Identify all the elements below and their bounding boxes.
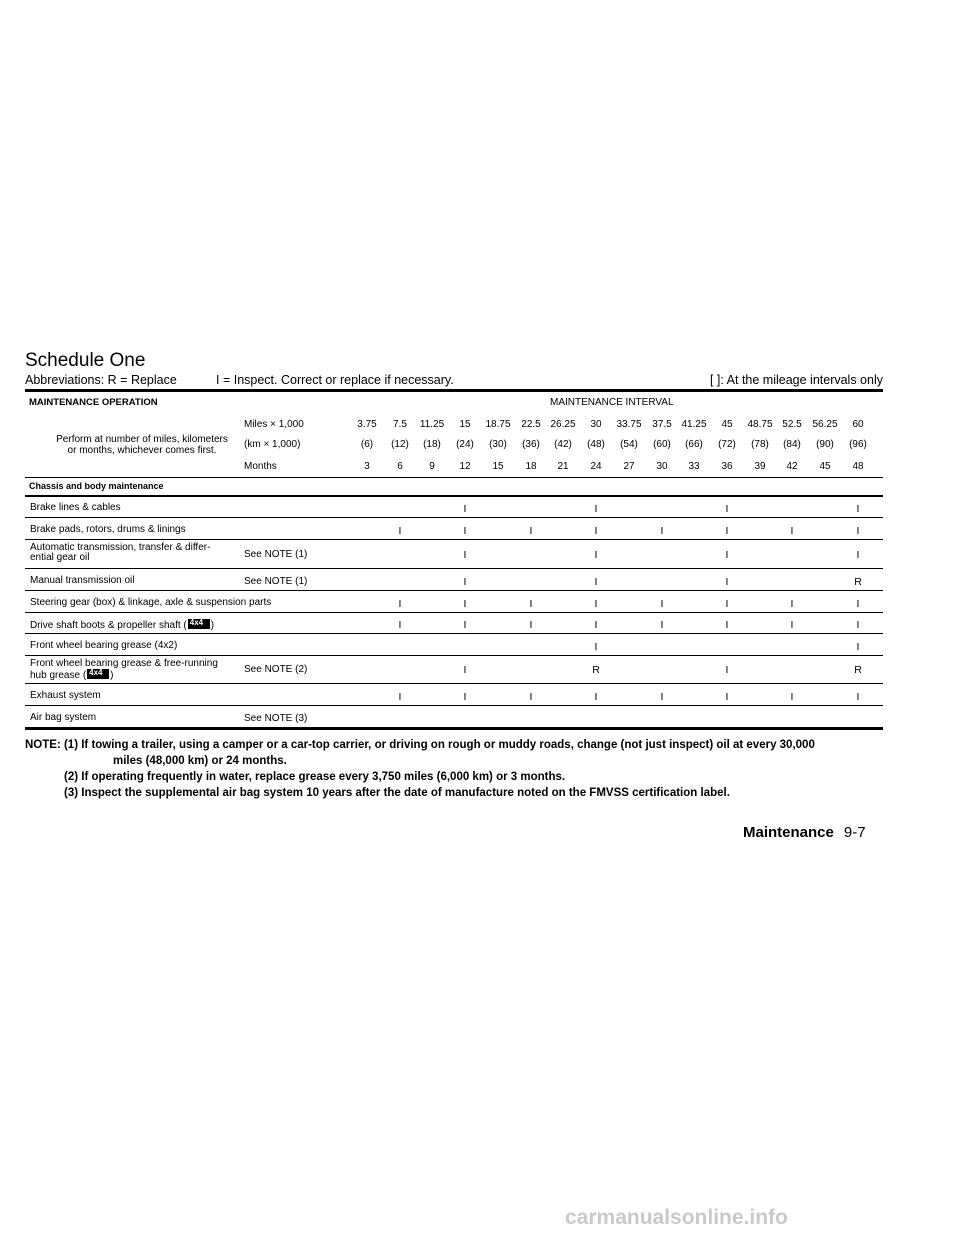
header-rule bbox=[25, 477, 883, 478]
op-automatic-transmission-line-2: ential gear oil bbox=[30, 552, 90, 563]
interval-mark: I bbox=[529, 691, 533, 703]
miles-value-1: 7.5 bbox=[393, 419, 407, 430]
row-rule bbox=[25, 539, 883, 540]
miles-value-5: 22.5 bbox=[521, 419, 541, 430]
interval-mark: I bbox=[856, 598, 860, 610]
interval-mark: I bbox=[594, 598, 598, 610]
months-value-9: 30 bbox=[656, 461, 668, 472]
note-ref-automatic-transmission: See NOTE (1) bbox=[244, 549, 308, 560]
note-2: (2) If operating frequently in water, replace grease every 3,750 miles (6,000 km) or 3 months. bbox=[64, 771, 566, 783]
months-value-15: 48 bbox=[852, 461, 864, 472]
interval-mark: I bbox=[790, 691, 794, 703]
interval-mark: I bbox=[660, 598, 664, 610]
interval-mark: I bbox=[856, 641, 860, 653]
row-rule bbox=[25, 683, 883, 684]
perform-text bbox=[47, 434, 237, 456]
interval-mark: I bbox=[725, 576, 729, 588]
months-value-1: 6 bbox=[397, 461, 403, 472]
km-value-2: (18) bbox=[423, 439, 441, 450]
months-value-13: 42 bbox=[786, 461, 798, 472]
km-label: (km × 1,000) bbox=[244, 439, 301, 450]
interval-mark: I bbox=[790, 619, 794, 631]
interval-mark: I bbox=[529, 598, 533, 610]
op-front-wheel-bearing-4x2: Front wheel bearing grease (4x2) bbox=[30, 640, 178, 651]
interval-mark: R bbox=[854, 576, 862, 588]
note-3: (3) Inspect the supplemental air bag system 10 years after the date of manufacture noted on the FMVSS certification label. bbox=[64, 787, 730, 799]
op-front-wheel-bearing-hub bbox=[30, 659, 218, 681]
miles-value-11: 45 bbox=[721, 419, 733, 430]
op-drive-shaft bbox=[30, 619, 214, 631]
note-ref-front-wheel-bearing-hub: See NOTE (2) bbox=[244, 664, 308, 675]
miles-value-6: 26.25 bbox=[550, 419, 576, 430]
km-value-5: (36) bbox=[522, 439, 540, 450]
miles-value-9: 37.5 bbox=[652, 419, 672, 430]
interval-mark: I bbox=[856, 619, 860, 631]
interval-mark: I bbox=[790, 525, 794, 537]
op-automatic-transmission bbox=[30, 543, 210, 563]
miles-value-0: 3.75 bbox=[357, 419, 377, 430]
interval-mark: I bbox=[594, 691, 598, 703]
miles-value-10: 41.25 bbox=[681, 419, 707, 430]
op-air-bag-system: Air bag system bbox=[30, 712, 97, 723]
section-rule bbox=[25, 495, 883, 497]
abbr-inspect: I = Inspect. Correct or replace if necessary. bbox=[216, 373, 454, 387]
months-value-0: 3 bbox=[364, 461, 370, 472]
note-1-line-2: miles (48,000 km) or 24 months. bbox=[113, 755, 287, 767]
km-value-14: (90) bbox=[816, 439, 834, 450]
km-value-11: (72) bbox=[718, 439, 736, 450]
interval-mark: I bbox=[398, 691, 402, 703]
miles-value-4: 18.75 bbox=[485, 419, 511, 430]
page-title: Schedule One bbox=[25, 350, 146, 371]
km-value-12: (78) bbox=[751, 439, 769, 450]
interval-mark: I bbox=[463, 691, 467, 703]
miles-value-15: 60 bbox=[852, 419, 864, 430]
op-drive-shaft-close: ) bbox=[210, 620, 215, 631]
km-value-3: (24) bbox=[456, 439, 474, 450]
months-value-14: 45 bbox=[819, 461, 831, 472]
interval-mark: I bbox=[594, 576, 598, 588]
interval-mark: I bbox=[463, 576, 467, 588]
abbreviations-row bbox=[25, 373, 883, 389]
row-rule bbox=[25, 612, 883, 613]
row-rule bbox=[25, 655, 883, 656]
op-brake-lines: Brake lines & cables bbox=[30, 502, 121, 513]
interval-mark: I bbox=[594, 619, 598, 631]
miles-value-3: 15 bbox=[459, 419, 471, 430]
months-value-12: 39 bbox=[754, 461, 766, 472]
perform-text-line-2: or months, whichever comes first. bbox=[67, 445, 217, 456]
op-steering-gear: Steering gear (box) & linkage, axle & suspension parts bbox=[30, 597, 272, 608]
miles-value-2: 11.25 bbox=[419, 419, 445, 430]
miles-value-14: 56.25 bbox=[812, 419, 838, 430]
interval-mark: I bbox=[725, 598, 729, 610]
top-rule bbox=[25, 389, 883, 392]
footer-section: Maintenance bbox=[743, 824, 834, 841]
interval-mark: I bbox=[660, 525, 664, 537]
interval-mark: I bbox=[790, 598, 794, 610]
months-value-11: 36 bbox=[721, 461, 733, 472]
watermark: carmanualsonline.info bbox=[565, 1206, 788, 1229]
km-value-1: (12) bbox=[391, 439, 409, 450]
km-value-4: (30) bbox=[489, 439, 507, 450]
miles-value-8: 33.75 bbox=[616, 419, 642, 430]
op-exhaust-system: Exhaust system bbox=[30, 690, 101, 701]
interval-mark: I bbox=[463, 525, 467, 537]
abbr-replace: Abbreviations: R = Replace bbox=[25, 373, 177, 387]
col-header-interval: MAINTENANCE INTERVAL bbox=[550, 397, 674, 408]
op-front-wheel-bearing-hub-line-2 bbox=[30, 669, 218, 681]
interval-mark: I bbox=[725, 619, 729, 631]
km-value-9: (60) bbox=[653, 439, 671, 450]
months-value-8: 27 bbox=[623, 461, 635, 472]
row-rule bbox=[25, 568, 883, 569]
km-value-8: (54) bbox=[620, 439, 638, 450]
months-value-6: 21 bbox=[557, 461, 569, 472]
miles-label: Miles × 1,000 bbox=[244, 419, 304, 430]
page-footer bbox=[743, 824, 866, 841]
note-1-line-1: NOTE: (1) If towing a trailer, using a camper or a car-top carrier, or driving on rough or muddy roads, change (not just inspect) oil at every 30,000 bbox=[25, 739, 815, 751]
row-rule bbox=[25, 633, 883, 634]
months-label: Months bbox=[244, 461, 277, 472]
op-automatic-transmission-line-1: Automatic transmission, transfer & differ- bbox=[30, 542, 211, 553]
interval-mark: I bbox=[398, 619, 402, 631]
row-rule bbox=[25, 590, 883, 591]
interval-mark: I bbox=[463, 549, 467, 561]
note-ref-manual-transmission: See NOTE (1) bbox=[244, 576, 308, 587]
km-value-6: (42) bbox=[554, 439, 572, 450]
interval-mark: I bbox=[856, 503, 860, 515]
interval-mark: I bbox=[856, 549, 860, 561]
km-value-15: (96) bbox=[849, 439, 867, 450]
bottom-rule bbox=[25, 727, 883, 730]
months-value-4: 15 bbox=[492, 461, 504, 472]
interval-mark: I bbox=[725, 691, 729, 703]
km-value-0: (6) bbox=[360, 439, 374, 450]
interval-mark: I bbox=[463, 664, 467, 676]
interval-mark: I bbox=[856, 691, 860, 703]
interval-mark: I bbox=[660, 619, 664, 631]
miles-value-13: 52.5 bbox=[782, 419, 802, 430]
months-value-7: 24 bbox=[590, 461, 602, 472]
months-value-10: 33 bbox=[688, 461, 700, 472]
op-drive-shaft-text: Drive shaft boots & propeller shaft ( bbox=[30, 620, 187, 631]
interval-mark: I bbox=[594, 641, 598, 653]
row-rule bbox=[25, 705, 883, 706]
col-header-operation: MAINTENANCE OPERATION bbox=[29, 397, 158, 408]
note-ref-air-bag-system: See NOTE (3) bbox=[244, 713, 308, 724]
interval-mark: I bbox=[660, 691, 664, 703]
interval-mark: I bbox=[529, 525, 533, 537]
interval-mark: I bbox=[594, 503, 598, 515]
km-value-10: (66) bbox=[685, 439, 703, 450]
four-wheel-drive-icon bbox=[87, 669, 109, 679]
four-wheel-drive-icon bbox=[188, 619, 210, 629]
row-rule bbox=[25, 517, 883, 518]
interval-mark: I bbox=[398, 598, 402, 610]
months-value-5: 18 bbox=[525, 461, 537, 472]
interval-mark: I bbox=[398, 525, 402, 537]
op-hub-grease-close: ) bbox=[110, 670, 114, 681]
miles-value-12: 48.75 bbox=[747, 419, 773, 430]
perform-text-line-1: Perform at number of miles, kilometers bbox=[56, 434, 228, 445]
interval-mark: I bbox=[529, 619, 533, 631]
interval-mark: I bbox=[725, 525, 729, 537]
op-brake-pads: Brake pads, rotors, drums & linings bbox=[30, 524, 186, 535]
interval-mark: I bbox=[594, 525, 598, 537]
months-value-2: 9 bbox=[429, 461, 435, 472]
op-manual-transmission: Manual transmission oil bbox=[30, 575, 135, 586]
interval-mark: R bbox=[592, 664, 600, 676]
km-value-7: (48) bbox=[587, 439, 605, 450]
footer-page-number: 9-7 bbox=[843, 824, 866, 841]
op-front-wheel-bearing-hub-line-1: Front wheel bearing grease & free-running bbox=[30, 658, 218, 669]
interval-mark: I bbox=[725, 503, 729, 515]
interval-mark: I bbox=[725, 664, 729, 676]
op-hub-grease-text: hub grease ( bbox=[30, 670, 87, 681]
months-value-3: 12 bbox=[459, 461, 471, 472]
miles-value-7: 30 bbox=[590, 419, 602, 430]
km-value-13: (84) bbox=[783, 439, 801, 450]
interval-mark: I bbox=[725, 549, 729, 561]
interval-mark: I bbox=[856, 525, 860, 537]
interval-mark: R bbox=[854, 664, 862, 676]
interval-mark: I bbox=[463, 619, 467, 631]
section-label: Chassis and body maintenance bbox=[29, 481, 164, 491]
interval-mark: I bbox=[594, 549, 598, 561]
interval-mark: I bbox=[463, 598, 467, 610]
interval-mark: I bbox=[463, 503, 467, 515]
abbr-bracket: [ ]: At the mileage intervals only bbox=[709, 373, 883, 387]
